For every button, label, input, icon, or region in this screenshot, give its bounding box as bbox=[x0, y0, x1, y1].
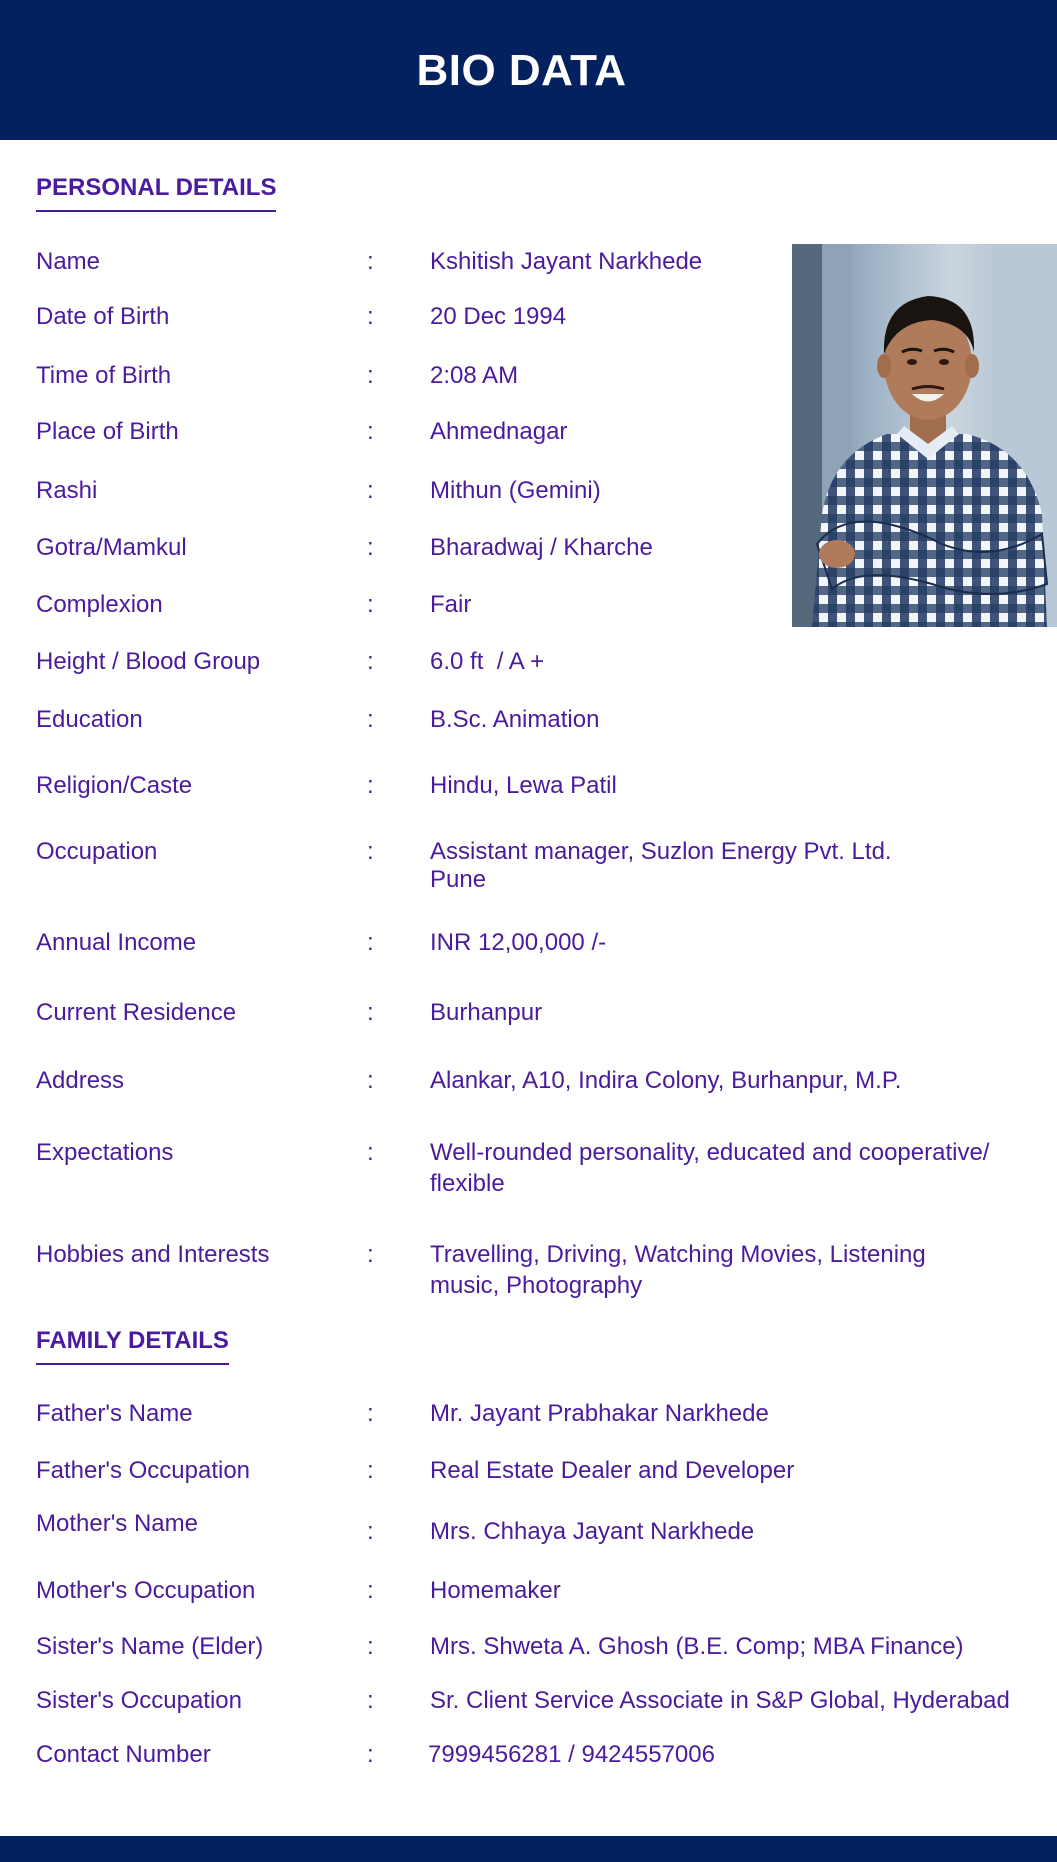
value-hobbies-line1: Travelling, Driving, Watching Movies, Listening bbox=[430, 1241, 926, 1268]
separator: : bbox=[367, 1577, 374, 1604]
value-place-of-birth: Ahmednagar bbox=[430, 418, 568, 445]
label-fathers-name: Father's Name bbox=[36, 1400, 193, 1427]
value-expectations-line2: flexible bbox=[430, 1170, 505, 1197]
value-education: B.Sc. Animation bbox=[430, 706, 600, 733]
value-fathers-occupation: Real Estate Dealer and Developer bbox=[430, 1457, 795, 1484]
separator: : bbox=[367, 362, 374, 389]
value-contact-number: 7999456281 / 9424557006 bbox=[428, 1741, 715, 1768]
label-occupation: Occupation bbox=[36, 838, 158, 865]
value-fathers-name: Mr. Jayant Prabhakar Narkhede bbox=[430, 1400, 769, 1427]
label-expectations: Expectations bbox=[36, 1139, 174, 1166]
separator: : bbox=[367, 1241, 374, 1268]
value-mothers-name: Mrs. Chhaya Jayant Narkhede bbox=[430, 1518, 755, 1545]
label-mothers-name: Mother's Name bbox=[36, 1510, 198, 1537]
separator: : bbox=[367, 418, 374, 445]
label-place-of-birth: Place of Birth bbox=[36, 418, 179, 445]
separator: : bbox=[367, 591, 374, 618]
label-education: Education bbox=[36, 706, 143, 733]
label-time-of-birth: Time of Birth bbox=[36, 362, 172, 389]
label-complexion: Complexion bbox=[36, 591, 163, 618]
separator: : bbox=[367, 1687, 374, 1714]
separator: : bbox=[367, 999, 374, 1026]
value-rashi: Mithun (Gemini) bbox=[430, 477, 601, 504]
label-sisters-occupation: Sister's Occupation bbox=[36, 1687, 243, 1714]
value-sisters-name: Mrs. Shweta A. Ghosh (B.E. Comp; MBA Finance) bbox=[430, 1633, 964, 1660]
separator: : bbox=[367, 648, 374, 675]
value-annual-income: INR 12,00,000 /- bbox=[430, 929, 607, 956]
value-height-blood-group: 6.0 ft / A + bbox=[430, 648, 545, 675]
value-mothers-occupation: Homemaker bbox=[430, 1577, 561, 1604]
label-hobbies: Hobbies and Interests bbox=[36, 1241, 270, 1268]
separator: : bbox=[367, 1457, 374, 1484]
header-banner bbox=[0, 0, 1057, 140]
value-complexion: Fair bbox=[430, 591, 472, 618]
label-date-of-birth: Date of Birth bbox=[36, 303, 170, 330]
separator: : bbox=[367, 1741, 374, 1768]
separator: : bbox=[367, 772, 374, 799]
value-occupation bbox=[430, 837, 1050, 893]
value-time-of-birth: 2:08 AM bbox=[430, 362, 519, 389]
separator: : bbox=[367, 1067, 374, 1094]
separator: : bbox=[367, 248, 374, 275]
label-mothers-occupation: Mother's Occupation bbox=[36, 1577, 256, 1604]
label-current-residence: Current Residence bbox=[36, 999, 237, 1026]
value-occupation-line2: Pune bbox=[430, 866, 487, 893]
label-fathers-occupation: Father's Occupation bbox=[36, 1457, 251, 1484]
separator: : bbox=[367, 1139, 374, 1166]
value-date-of-birth: 20 Dec 1994 bbox=[430, 303, 567, 330]
value-gotra: Bharadwaj / Kharche bbox=[430, 534, 653, 561]
value-current-residence: Burhanpur bbox=[430, 999, 543, 1026]
separator: : bbox=[367, 706, 374, 733]
profile-photo bbox=[792, 244, 1057, 627]
separator: : bbox=[367, 1633, 374, 1660]
value-expectations bbox=[430, 1138, 1050, 1200]
page-title: BIO DATA bbox=[416, 46, 627, 95]
value-expectations-line1: Well-rounded personality, educated and cooperative/ bbox=[430, 1139, 990, 1166]
label-address: Address bbox=[36, 1067, 125, 1094]
footer-bar bbox=[0, 1836, 1057, 1862]
profile-photo-illustration bbox=[792, 244, 1057, 627]
label-religion-caste: Religion/Caste bbox=[36, 772, 193, 799]
value-occupation-line1: Assistant manager, Suzlon Energy Pvt. Ltd. bbox=[430, 838, 892, 865]
value-religion-caste: Hindu, Lewa Patil bbox=[430, 772, 617, 799]
label-name: Name bbox=[36, 248, 101, 275]
personal-details-heading: PERSONAL DETAILS bbox=[36, 174, 276, 212]
label-annual-income: Annual Income bbox=[36, 929, 197, 956]
separator: : bbox=[367, 534, 374, 561]
separator: : bbox=[367, 838, 374, 865]
value-address: Alankar, A10, Indira Colony, Burhanpur, M.P. bbox=[430, 1067, 902, 1094]
label-rashi: Rashi bbox=[36, 477, 98, 504]
separator: : bbox=[367, 1400, 374, 1427]
value-name: Kshitish Jayant Narkhede bbox=[430, 248, 703, 275]
label-contact-number: Contact Number bbox=[36, 1741, 211, 1768]
label-gotra: Gotra/Mamkul bbox=[36, 534, 187, 561]
label-height-blood-group: Height / Blood Group bbox=[36, 648, 261, 675]
label-sisters-name: Sister's Name (Elder) bbox=[36, 1633, 264, 1660]
value-hobbies-line2: music, Photography bbox=[430, 1272, 643, 1299]
value-hobbies bbox=[430, 1240, 1050, 1302]
separator: : bbox=[367, 303, 374, 330]
separator: : bbox=[367, 1518, 374, 1545]
value-sisters-occupation: Sr. Client Service Associate in S&P Global, Hyderabad bbox=[430, 1687, 1010, 1714]
separator: : bbox=[367, 929, 374, 956]
family-details-heading: FAMILY DETAILS bbox=[36, 1327, 229, 1365]
separator: : bbox=[367, 477, 374, 504]
